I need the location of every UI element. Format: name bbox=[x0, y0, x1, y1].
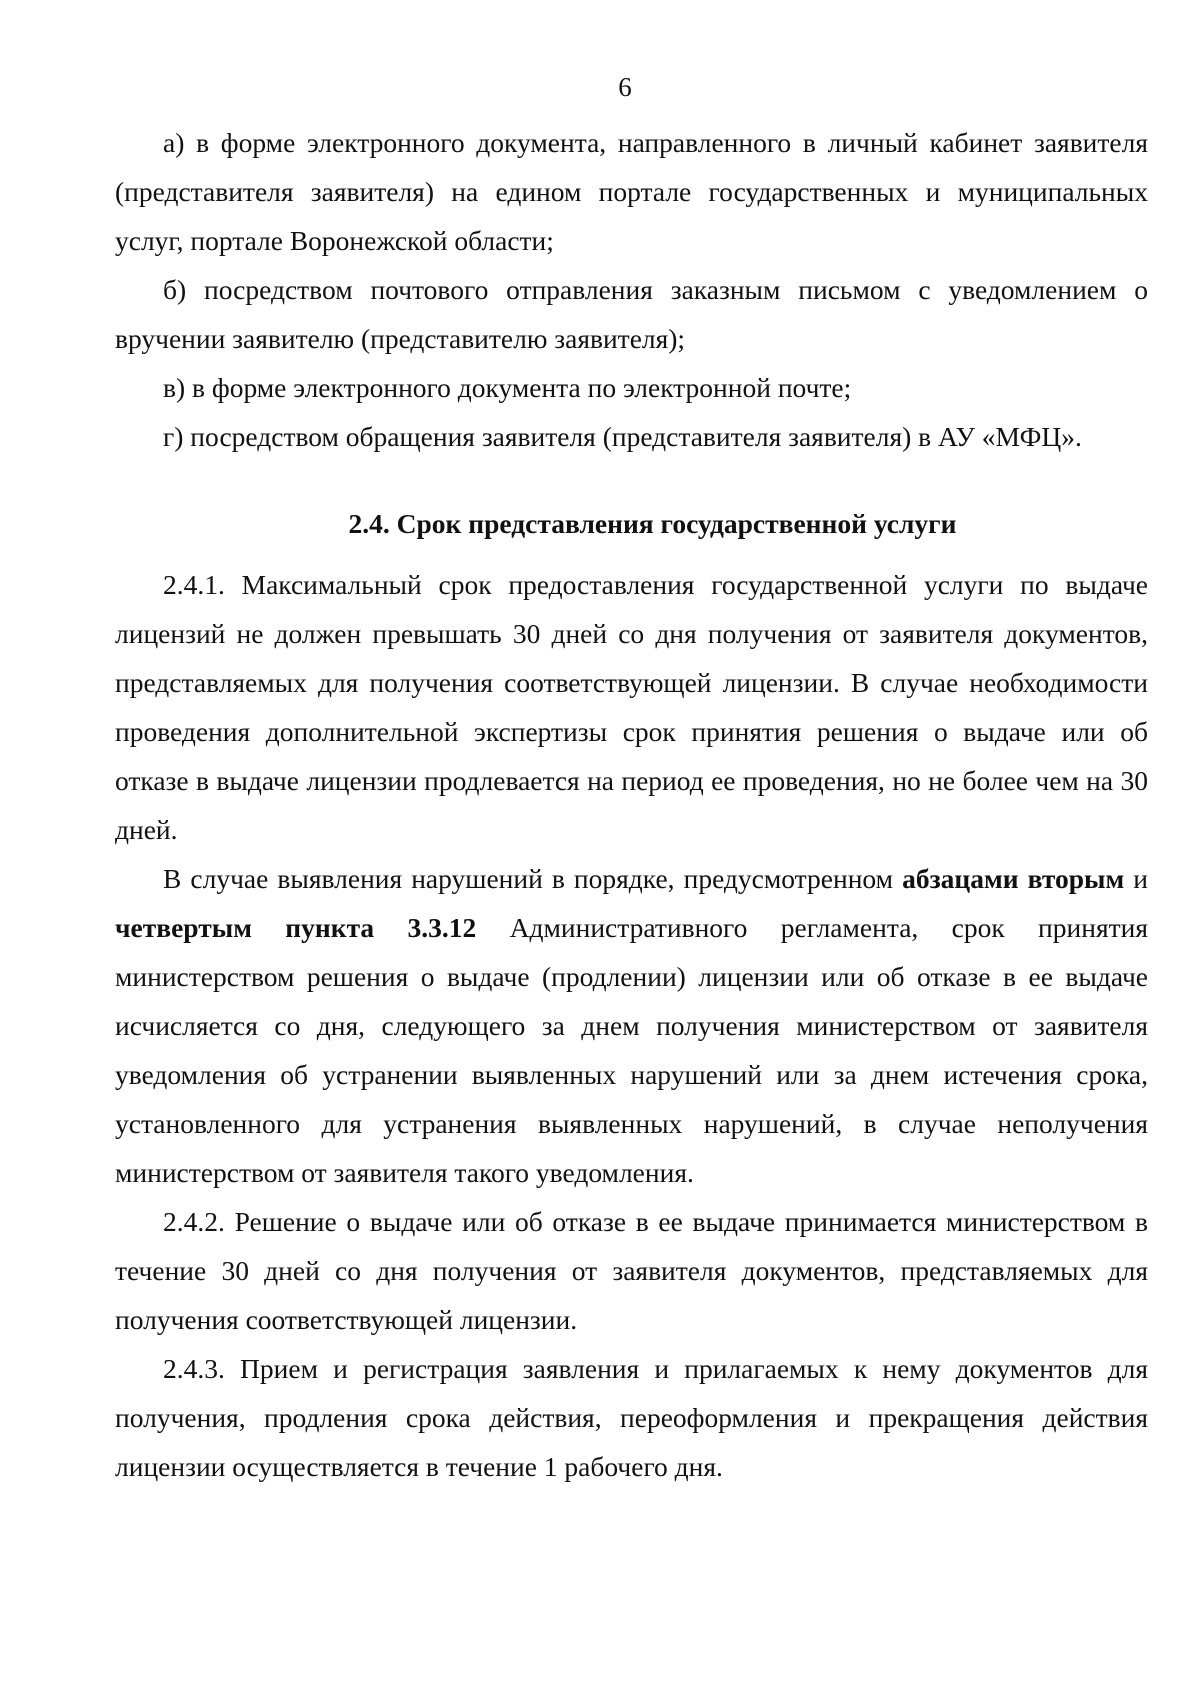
paragraph-violations-text-3: Административного регламента, срок принятия министерством решения о выдаче (продлении) лицензии или об отказе в ее выдаче исчисляется со дня, следующего за днем получения министерством от заявителя уведомления об устранении выявленных нарушений или за днем истечения срока, установленного для устранения выявленных нарушений, в случае неполучения министерством от заявителя такого уведомления. bbox=[115, 912, 1148, 1188]
paragraph-2-4-3: 2.4.3. Прием и регистрация заявления и прилагаемых к нему документов для получения, продления срока действия, переоформления и прекращения действия лицензии осуществляется в течение 1 рабочего дня. bbox=[115, 1353, 1148, 1482]
paragraph-violations-bold-2: четвертым пункта 3.3.12 bbox=[115, 912, 477, 943]
document-body bbox=[115, 118, 1148, 1491]
page-number: 6 bbox=[618, 72, 632, 102]
paragraph-2-4-1: 2.4.1. Максимальный срок предоставления государственной услуги по выдаче лицензий не должен превышать 30 дней со дня получения от заявителя документов, представляемых для получения соответствующей лицензии. В случае необходимости проведения дополнительной экспертизы срок принятия решения о выдаче или об отказе в выдаче лицензии продлевается на период ее проведения, но не более чем на 30 дней. bbox=[115, 569, 1148, 845]
paragraph-violations-text-1: В случае выявления нарушений в порядке, предусмотренном bbox=[163, 863, 903, 894]
paragraph-option-a: а) в форме электронного документа, направленного в личный кабинет заявителя (представителя заявителя) на едином портале государственных и муниципальных услуг, портале Воронежской области; bbox=[115, 127, 1148, 256]
paragraph-2-4-2: 2.4.2. Решение о выдаче или об отказе в ее выдаче принимается министерством в течение 30 дней со дня получения от заявителя документов, представляемых для получения соответствующей лицензии. bbox=[115, 1206, 1148, 1335]
paragraph-option-g: г) посредством обращения заявителя (представителя заявителя) в АУ «МФЦ». bbox=[163, 421, 1082, 452]
paragraph-option-b: б) посредством почтового отправления заказным письмом с уведомлением о вручении заявителю (представителю заявителя); bbox=[115, 274, 1148, 354]
paragraph-violations-bold-1: абзацами вторым bbox=[902, 863, 1125, 894]
paragraph-option-v: в) в форме электронного документа по электронной почте; bbox=[163, 372, 852, 403]
section-heading: 2.4. Срок представления государственной услуги bbox=[348, 508, 957, 539]
paragraph-violations bbox=[115, 854, 1148, 1197]
paragraph-violations-text-2: и bbox=[1124, 863, 1149, 894]
